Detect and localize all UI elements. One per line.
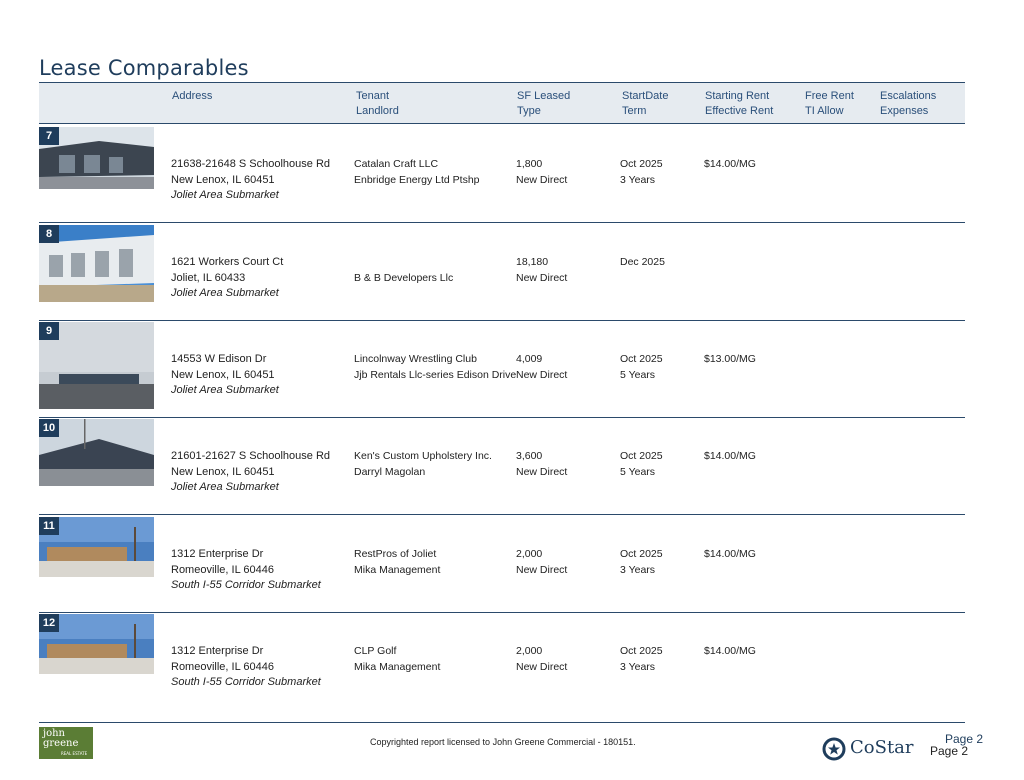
- table-row: [39, 125, 965, 223]
- landlord: Jjb Rentals Llc-series Edison Drive: [354, 369, 517, 381]
- header-escalations-expenses: [880, 89, 936, 119]
- table-row: [39, 223, 965, 321]
- header-sf-leased: SF Leased: [517, 90, 571, 102]
- term: 5 Years: [620, 369, 656, 381]
- property-address: 21638-21648 S Schoolhouse Rd New Lenox, IL 60451 Joliet Area Submarket: [171, 158, 331, 201]
- header-free-rent: Free Rent: [805, 90, 854, 102]
- sf-leased: 3,600: [516, 450, 543, 462]
- header-start-date: StartDate: [622, 90, 669, 102]
- table-row: [39, 417, 965, 515]
- property-address: 1312 Enterprise Dr Romeoville, IL 60446 South I-55 Corridor Submarket: [171, 645, 321, 688]
- header-expenses: Expenses: [880, 105, 929, 117]
- tenant: Ken's Custom Upholstery Inc.: [354, 450, 492, 462]
- tenant-landlord: [354, 546, 440, 578]
- copyright-notice: Copyrighted report licensed to John Greene Commercial - 180151.: [370, 737, 636, 747]
- tenant: Catalan Craft LLC: [354, 158, 439, 170]
- tenant-landlord: [354, 156, 480, 188]
- header-tenant: Tenant: [356, 90, 390, 102]
- starting-rent: $14.00/MG: [704, 548, 756, 560]
- landlord: Darryl Magolan: [354, 466, 426, 478]
- lease-type: New Direct: [516, 272, 568, 284]
- header-ti-allow: TI Allow: [805, 105, 844, 117]
- start-date: Oct 2025: [620, 645, 663, 657]
- table-row: [39, 612, 965, 722]
- footer-divider: [39, 722, 965, 723]
- sf-type: [516, 156, 567, 188]
- table-header: [39, 82, 965, 124]
- property-address: 1621 Workers Court Ct Joliet, IL 60433 Joliet Area Submarket: [171, 256, 284, 299]
- lease-type: New Direct: [516, 466, 568, 478]
- header-sf-type: [517, 89, 570, 119]
- start-date: Oct 2025: [620, 353, 663, 365]
- property-address: 1312 Enterprise Dr Romeoville, IL 60446 South I-55 Corridor Submarket: [171, 548, 321, 591]
- term: 3 Years: [620, 564, 656, 576]
- sf-type: [516, 254, 567, 286]
- start-term: [620, 448, 663, 480]
- header-start-term: [622, 89, 668, 119]
- sf-leased: 2,000: [516, 645, 543, 657]
- tenant-landlord: [354, 448, 492, 480]
- costar-star-icon: [822, 737, 846, 761]
- row-number-badge: 12: [39, 614, 59, 632]
- landlord: Mika Management: [354, 661, 441, 673]
- header-free-ti: [805, 89, 854, 119]
- starting-rent: $13.00/MG: [704, 353, 756, 365]
- header-rent: [705, 89, 773, 119]
- table-row: [39, 320, 965, 418]
- row-number-badge: 9: [39, 322, 59, 340]
- start-date: Oct 2025: [620, 450, 663, 462]
- row-number-badge: 11: [39, 517, 59, 535]
- property-address: 14553 W Edison Dr New Lenox, IL 60451 Joliet Area Submarket: [171, 353, 279, 396]
- header-landlord: Landlord: [356, 105, 399, 117]
- lease-type: New Direct: [516, 174, 568, 186]
- start-term: [620, 156, 663, 188]
- row-number-badge: 7: [39, 127, 59, 145]
- starting-rent: $14.00/MG: [704, 158, 756, 170]
- start-term: [620, 546, 663, 578]
- lease-type: New Direct: [516, 369, 568, 381]
- header-tenant-landlord: [356, 89, 399, 119]
- john-greene-logo: john greene REAL ESTATE: [39, 727, 93, 759]
- tenant-landlord: [354, 254, 453, 286]
- table-row: [39, 515, 965, 613]
- sf-leased: 18,180: [516, 256, 549, 268]
- sf-type: [516, 351, 567, 383]
- lease-type: New Direct: [516, 564, 568, 576]
- start-date: Oct 2025: [620, 158, 663, 170]
- page-title: Lease Comparables: [39, 56, 249, 80]
- tenant-landlord: [354, 351, 516, 383]
- sf-type: [516, 546, 567, 578]
- landlord: B & B Developers Llc: [354, 272, 454, 284]
- starting-rent: $14.00/MG: [704, 645, 756, 657]
- sf-leased: 2,000: [516, 548, 543, 560]
- tenant: RestPros of Joliet: [354, 548, 437, 560]
- page-number: Page 2: [945, 732, 984, 746]
- start-term: [620, 351, 663, 383]
- sf-type: [516, 448, 567, 480]
- row-number-badge: 8: [39, 225, 59, 243]
- tenant-landlord: [354, 643, 440, 675]
- header-starting-rent: Starting Rent: [705, 90, 770, 102]
- starting-rent: $14.00/MG: [704, 450, 756, 462]
- start-term: [620, 254, 665, 270]
- start-term: [620, 643, 663, 675]
- term: 3 Years: [620, 174, 656, 186]
- header-type: Type: [517, 105, 541, 117]
- property-address: 21601-21627 S Schoolhouse Rd New Lenox, IL 60451 Joliet Area Submarket: [171, 450, 331, 493]
- term: 5 Years: [620, 466, 656, 478]
- sf-leased: 1,800: [516, 158, 543, 170]
- sf-leased: 4,009: [516, 353, 543, 365]
- row-number-badge: 10: [39, 419, 59, 437]
- tenant: CLP Golf: [354, 645, 397, 657]
- lease-type: New Direct: [516, 661, 568, 673]
- term: 3 Years: [620, 661, 656, 673]
- header-effective-rent: Effective Rent: [705, 105, 774, 117]
- page-number-secondary: Page 2: [930, 744, 969, 758]
- header-escalations: Escalations: [880, 90, 937, 102]
- start-date: Oct 2025: [620, 548, 663, 560]
- landlord: Enbridge Energy Ltd Ptshp: [354, 174, 480, 186]
- start-date: Dec 2025: [620, 256, 665, 268]
- header-term: Term: [622, 105, 647, 117]
- landlord: Mika Management: [354, 564, 441, 576]
- tenant: Lincolnway Wrestling Club: [354, 353, 477, 365]
- header-address: Address: [172, 90, 213, 102]
- tenant: [354, 254, 453, 270]
- sf-type: [516, 643, 567, 675]
